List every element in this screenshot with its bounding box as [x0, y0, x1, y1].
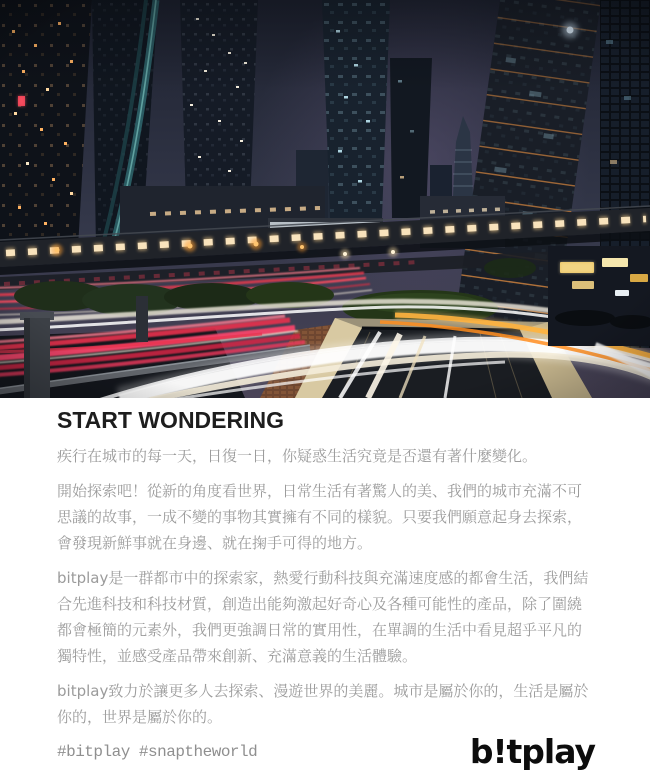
paragraph-brand: bitplay是一群都市中的探索家，熱愛行動科技與充滿速度感的都會生活，我們結合先進科技和科技材質，創造出能夠激起好奇心及各種可能性的產品，除了圍繞都會極簡的元素外，我們更強調日常的實用性，在單調的生活中看見超乎平凡的獨特性，並感受產品帶來創新、充滿意義的生活體驗。: [57, 569, 589, 665]
description-section: [0, 398, 650, 771]
paragraph-explore: 開始探索吧！從新的角度看世界，日常生活有著驚人的美、我們的城市充滿不可思議的故事，一成不變的事物其實擁有不同的樣貌。只要我們願意起身去探索，會發現新鮮事就在身邊、就在掬手可得的地方。: [57, 482, 583, 552]
paragraph-intro: 疾行在城市的每一天，日復一日，你疑惑生活究竟是否還有著什麼變化。: [57, 447, 538, 465]
page-title: START WONDERING: [57, 407, 285, 433]
bitplay-logo: b!tplay: [469, 732, 595, 771]
footer-row: [57, 732, 595, 771]
hashtags-text: #bitplay #snaptheworld: [57, 743, 258, 761]
paragraph-mission: bitplay致力於讓更多人去探索、漫遊世界的美麗。城市是屬於你的，生活是屬於你的，世界是屬於你的。: [57, 682, 589, 726]
